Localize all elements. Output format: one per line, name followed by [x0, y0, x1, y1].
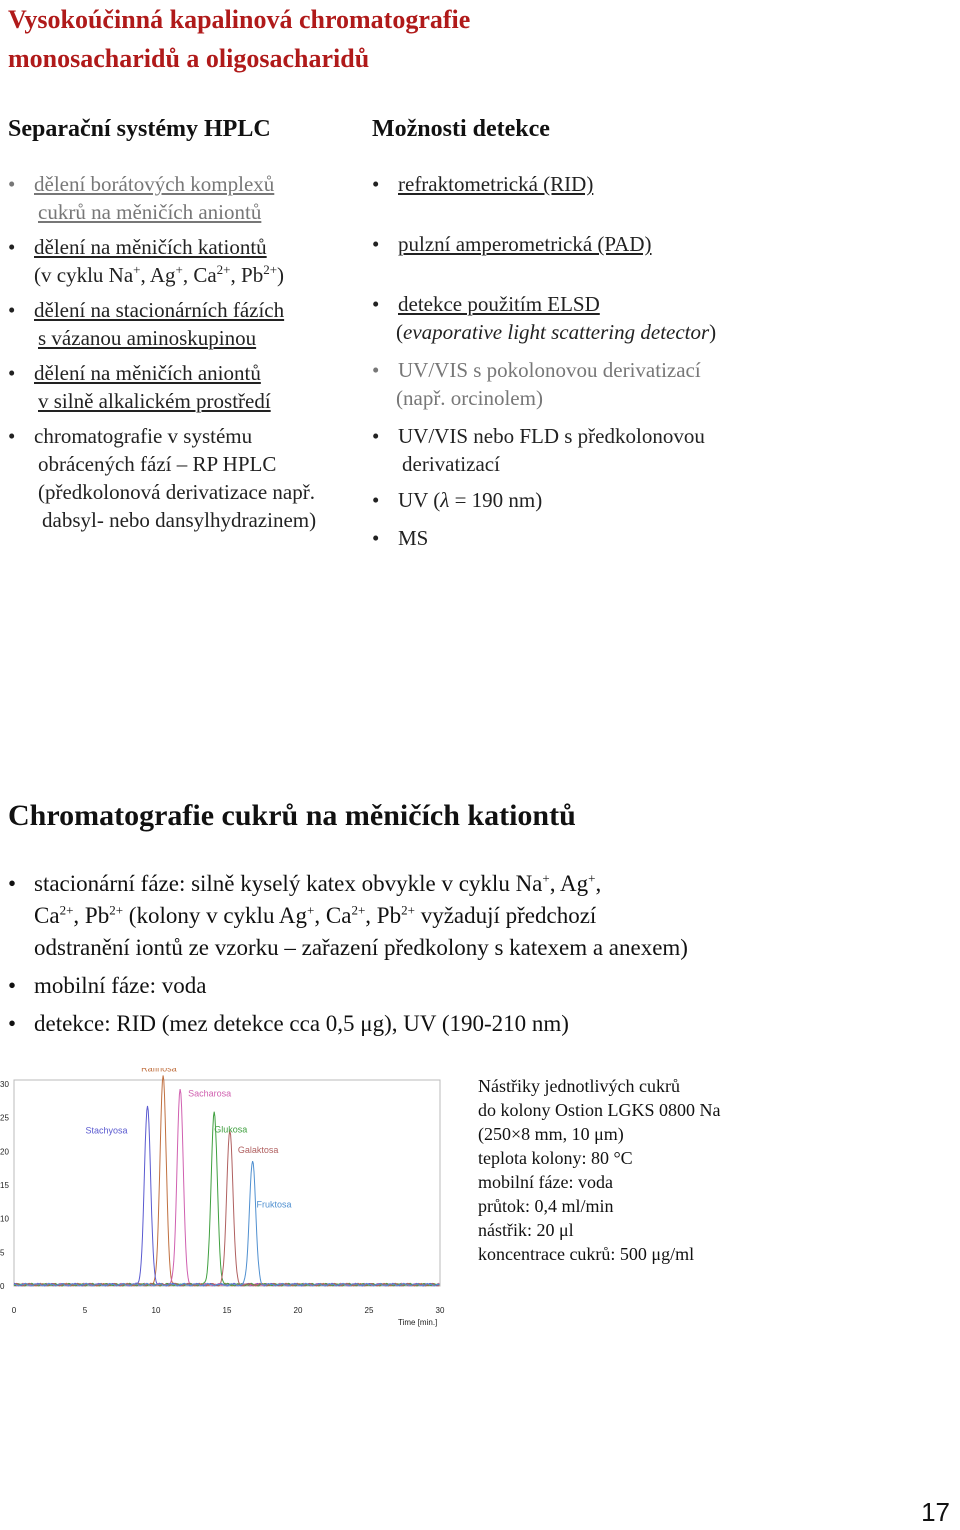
info-line: nástřik: 20 μl — [478, 1220, 574, 1240]
title-line-2: monosacharidů a oligosacharidů — [8, 44, 370, 73]
list-item — [372, 356, 792, 412]
text-part: = 190 nm) — [449, 488, 543, 512]
info-line: Nástřiky jednotlivých cukrů — [478, 1076, 680, 1096]
superscript: + — [175, 262, 183, 277]
item-line — [34, 868, 938, 900]
item-line: v silně alkalickém prostředí — [38, 389, 271, 413]
item-line: • detekce použitím ELSD — [398, 292, 600, 316]
chromatogram-svg — [0, 1068, 470, 1338]
y-tick-label: 30 — [0, 1080, 9, 1089]
list-item — [8, 170, 363, 226]
item-line: s vázanou aminoskupinou — [38, 326, 257, 350]
text-part: (v cyklu Na — [34, 263, 134, 287]
superscript: 2+ — [263, 262, 278, 277]
item-line: • chromatografie v systému — [34, 424, 253, 448]
text-part: , Pb — [230, 263, 264, 287]
item-line: • UV/VIS s pokolonovou derivatizací — [398, 358, 701, 382]
superscript: 2+ — [351, 902, 366, 918]
item-line: • UV/VIS nebo FLD s předkolonovou — [398, 424, 705, 448]
list-item — [372, 524, 792, 552]
x-tick-label: 5 — [82, 1306, 88, 1315]
title-line-1: Vysokoúčinná kapalinová chromatografie — [8, 5, 471, 34]
text-part: , Ca — [182, 263, 217, 287]
info-line: průtok: 0,4 ml/min — [478, 1196, 614, 1216]
list-item — [372, 230, 792, 258]
item-line: • pulzní amperometrická (PAD) — [398, 232, 652, 256]
y-tick-label: 10 — [0, 1214, 9, 1224]
text-part: ) — [277, 263, 285, 287]
injection-info — [478, 1074, 918, 1266]
list-item — [8, 1008, 938, 1040]
peak-label: Fruktosa — [256, 1199, 292, 1210]
superscript: 2+ — [216, 262, 231, 277]
superscript: + — [542, 870, 550, 886]
list-item — [8, 359, 363, 415]
item-line — [34, 261, 363, 289]
chart-peak-labels — [85, 1068, 291, 1209]
item-line — [398, 486, 792, 514]
detection-list — [372, 170, 792, 552]
x-tick-label: 20 — [293, 1306, 303, 1315]
section2-heading: Chromatografie cukrů na měničích kationtů — [8, 799, 576, 832]
info-line: mobilní fáze: voda — [478, 1172, 613, 1192]
chart-series — [14, 1075, 439, 1286]
superscript: + — [307, 902, 315, 918]
info-line: (250×8 mm, 10 μm) — [478, 1124, 624, 1144]
item-line: • MS — [398, 526, 429, 550]
x-tick-label: 15 — [222, 1306, 232, 1315]
item-line: • dělení na stacionárních fázích — [34, 298, 285, 322]
peak-label: Rafinosa — [141, 1068, 177, 1074]
chromatogram-chart — [0, 1068, 470, 1338]
superscript: 2+ — [59, 902, 74, 918]
info-line: do kolony Ostion LGKS 0800 Na — [478, 1100, 721, 1120]
list-item — [372, 486, 792, 514]
peak-label: Glukosa — [214, 1124, 248, 1135]
item-line: (předkolonová derivatizace např. — [38, 480, 315, 504]
item-line: odstranění iontů ze vzorku – zařazení předkolony s katexem a anexem) — [34, 935, 688, 960]
info-line: koncentrace cukrů: 500 μg/ml — [478, 1244, 695, 1264]
list-item — [8, 970, 938, 1002]
x-tick-label: 0 — [11, 1306, 17, 1315]
list-item — [8, 296, 363, 352]
item-line: obrácených fází – RP HPLC — [38, 452, 277, 476]
superscript: 2+ — [401, 902, 415, 918]
item-line: • dělení borátových komplexů — [34, 172, 275, 196]
page-number: 17 — [921, 1497, 950, 1527]
superscript: + — [588, 870, 596, 886]
text-part: UV ( — [398, 488, 441, 512]
item-line — [34, 900, 938, 932]
item-line: cukrů na měničích aniontů — [38, 200, 262, 224]
y-tick-label: 5 — [0, 1248, 5, 1258]
text-part: ( — [396, 320, 403, 344]
superscript: + — [133, 262, 141, 277]
x-axis-label: Time [min.] — [398, 1318, 438, 1327]
item-line: • mobilní fáze: voda — [34, 973, 207, 998]
text-part: (kolony v cyklu Ag — [123, 903, 308, 928]
text-part: , Ag — [549, 871, 589, 896]
y-tick-label: 15 — [0, 1181, 9, 1190]
text-part: , Pb — [73, 903, 110, 928]
detection-heading: Možnosti detekce — [372, 116, 550, 142]
list-item — [8, 422, 363, 534]
list-item — [372, 422, 792, 478]
item-line: • refraktometrická (RID) — [398, 172, 594, 196]
item-line: • dělení na měničích kationtů — [34, 235, 267, 259]
superscript: 2+ — [109, 902, 124, 918]
info-line: teplota kolony: 80 °C — [478, 1148, 633, 1168]
x-tick-label: 30 — [435, 1306, 445, 1315]
item-line — [396, 318, 792, 346]
text-part: vyžadují předchozí — [414, 903, 597, 928]
series-line — [14, 1131, 439, 1286]
separation-list — [8, 170, 363, 541]
list-item — [372, 290, 792, 346]
text-part: stacionární fáze: silně kyselý katex obvykle v cyklu Na — [34, 871, 543, 896]
peak-label: Sacharosa — [188, 1088, 232, 1099]
item-line: derivatizací — [402, 452, 500, 476]
item-line: dabsyl- nebo dansylhydrazinem) — [42, 508, 317, 532]
text-part: ) — [709, 320, 717, 344]
list-item — [8, 233, 363, 289]
peak-label: Galaktosa — [237, 1145, 279, 1156]
text-part: evaporative light scattering detector — [403, 320, 710, 344]
text-part: , Ca — [314, 903, 352, 928]
item-line: • dělení na měničích aniontů — [34, 361, 261, 385]
item-line: • detekce: RID (mez detekce cca 0,5 μg), UV (190-210 nm) — [34, 1011, 569, 1036]
y-tick-label: 25 — [0, 1113, 9, 1123]
text-part: , — [595, 871, 602, 896]
section2-list — [8, 868, 938, 1046]
peak-label: Stachyosa — [85, 1125, 128, 1136]
text-part: , Pb — [365, 903, 402, 928]
page-title — [8, 0, 768, 78]
x-tick-label: 25 — [364, 1306, 374, 1315]
list-item — [372, 170, 792, 198]
separation-heading: Separační systémy HPLC — [8, 116, 271, 142]
text-part: , Ag — [140, 263, 176, 287]
y-tick-label: 20 — [0, 1147, 9, 1157]
x-tick-label: 10 — [151, 1306, 161, 1315]
text-part: Ca — [34, 903, 60, 928]
item-line: (např. orcinolem) — [396, 386, 543, 410]
list-item — [8, 868, 938, 964]
text-part: λ — [440, 488, 450, 512]
y-tick-label: 0 — [0, 1282, 5, 1291]
